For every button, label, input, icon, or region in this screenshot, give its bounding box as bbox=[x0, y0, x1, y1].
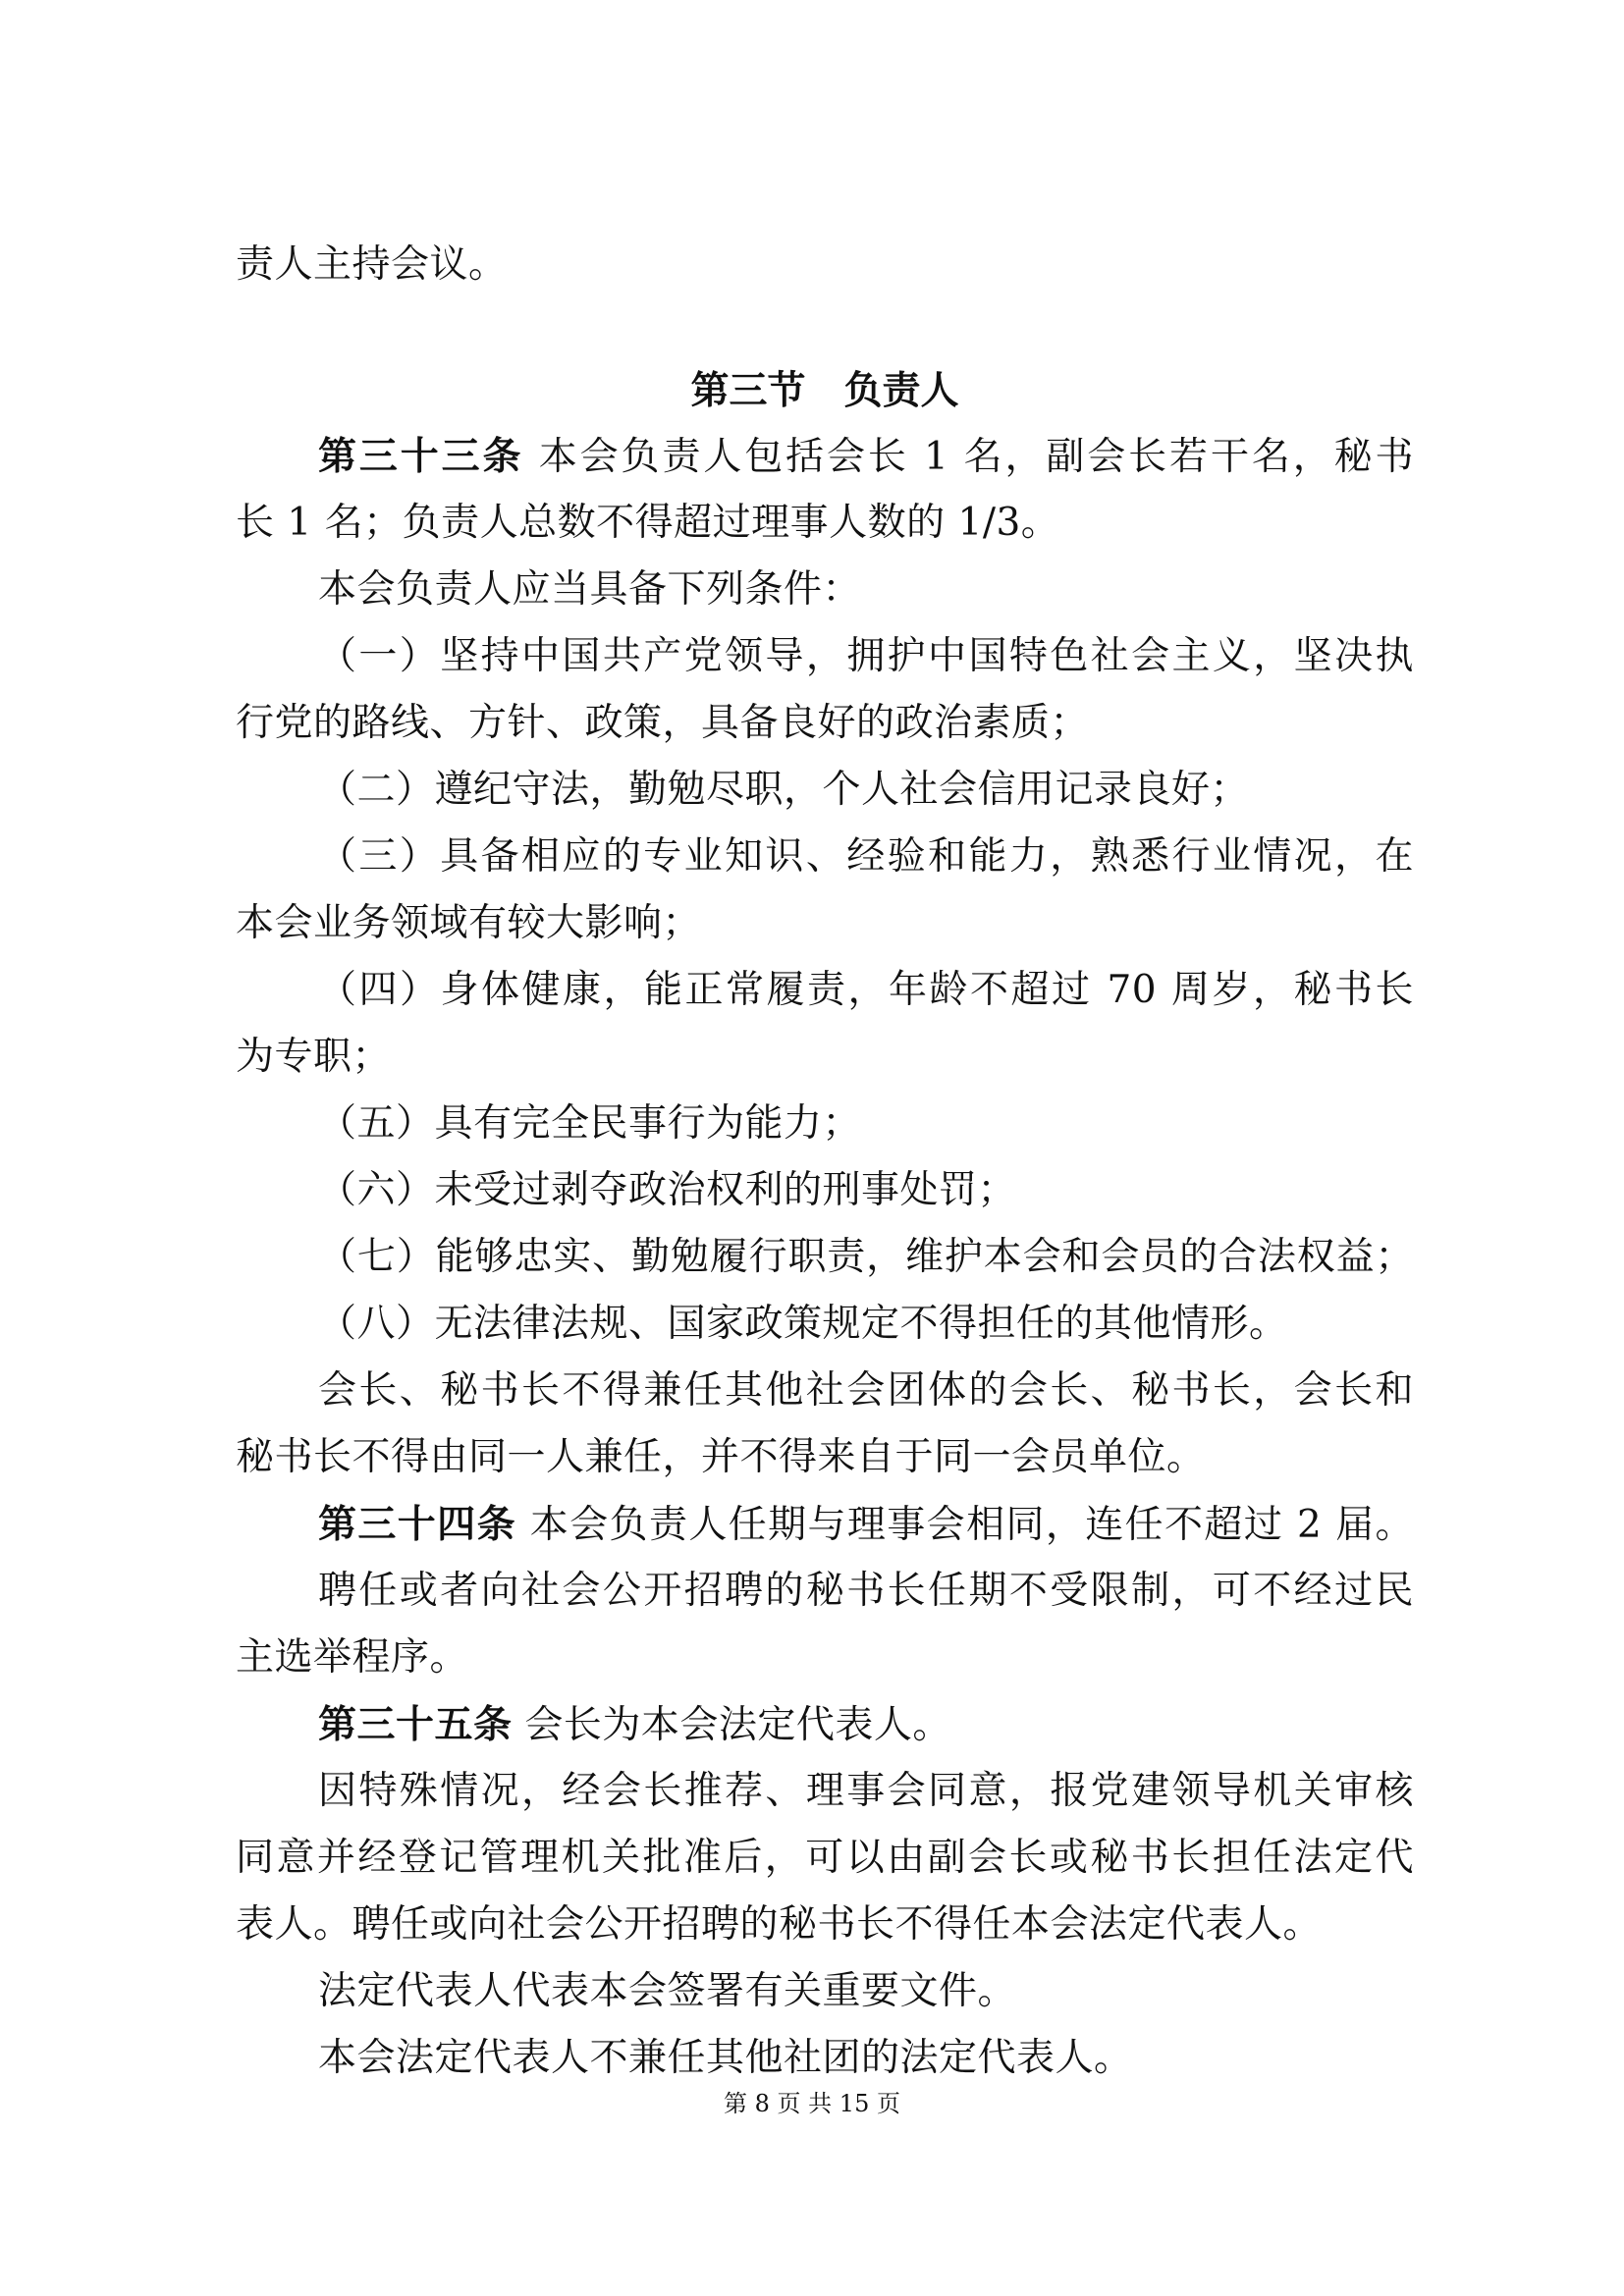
article-35-p4: 本会法定代表人不兼任其他社团的法定代表人。 bbox=[318, 2036, 1133, 2080]
continuation-line: 责人主持会议。 bbox=[236, 242, 508, 287]
concurrent-line2: 秘书长不得由同一人兼任，并不得来自于同一会员单位。 bbox=[236, 1435, 1206, 1479]
condition-1-line2: 行党的路线、方针、政策，具备良好的政治素质； bbox=[236, 701, 1090, 745]
article-35-p2-line1: 因特殊情况，经会长推荐、理事会同意，报党建领导机关审核 bbox=[318, 1769, 1414, 1813]
section-title: 第三节 负责人 bbox=[690, 368, 959, 413]
article-33-label: 第三十三条 bbox=[318, 434, 524, 479]
conditions-intro: 本会负责人应当具备下列条件： bbox=[318, 567, 862, 612]
article-33-text-line1: 本会负责人包括会长 1 名，副会长若干名，秘书 bbox=[538, 435, 1414, 479]
article-33-text-line2: 长 1 名；负责人总数不得超过理事人数的 1/3。 bbox=[236, 501, 1060, 545]
article-33-line1 bbox=[318, 432, 1414, 482]
article-35-label: 第三十五条 bbox=[318, 1702, 513, 1747]
article-35-p3: 法定代表人代表本会签署有关重要文件。 bbox=[318, 1969, 1017, 2013]
condition-3-line2: 本会业务领域有较大影响； bbox=[236, 901, 702, 945]
concurrent-line1: 会长、秘书长不得兼任其他社会团体的会长、秘书长，会长和 bbox=[318, 1368, 1414, 1413]
condition-4-line2: 为专职； bbox=[236, 1035, 392, 1079]
article-34-text: 本会负责人任期与理事会相同，连任不超过 2 届。 bbox=[529, 1503, 1414, 1547]
article-34-label: 第三十四条 bbox=[318, 1502, 516, 1547]
article-35-p2-line3: 表人。聘任或向社会公开招聘的秘书长不得任本会法定代表人。 bbox=[236, 1902, 1323, 1947]
page-footer: 第 8 页 共 15 页 bbox=[724, 2090, 900, 2117]
condition-7: （七）能够忠实、勤勉履行职责，维护本会和会员的合法权益； bbox=[318, 1235, 1414, 1279]
condition-3-line1: （三）具备相应的专业知识、经验和能力，熟悉行业情况，在 bbox=[318, 834, 1414, 879]
condition-2: （二）遵纪守法，勤勉尽职，个人社会信用记录良好； bbox=[318, 768, 1250, 812]
article-35-text: 会长为本会法定代表人。 bbox=[524, 1703, 951, 1747]
article-35-p2-line2: 同意并经登记管理机关批准后，可以由副会长或秘书长担任法定代 bbox=[236, 1836, 1414, 1880]
article-34-line1 bbox=[318, 1500, 1414, 1550]
article-35-line1 bbox=[318, 1700, 951, 1750]
condition-5: （五）具有完全民事行为能力； bbox=[318, 1101, 862, 1146]
condition-6: （六）未受过剥夺政治权利的刑事处罚； bbox=[318, 1168, 1017, 1212]
condition-4-line1: （四）身体健康，能正常履责，年龄不超过 70 周岁，秘书长 bbox=[318, 968, 1414, 1012]
condition-1-line1: （一）坚持中国共产党领导，拥护中国特色社会主义，坚决执 bbox=[318, 634, 1414, 678]
article-34-p2-line1: 聘任或者向社会公开招聘的秘书长任期不受限制，可不经过民 bbox=[318, 1569, 1414, 1613]
condition-8: （八）无法律法规、国家政策规定不得担任的其他情形。 bbox=[318, 1302, 1288, 1346]
article-34-p2-line2: 主选举程序。 bbox=[236, 1635, 469, 1680]
